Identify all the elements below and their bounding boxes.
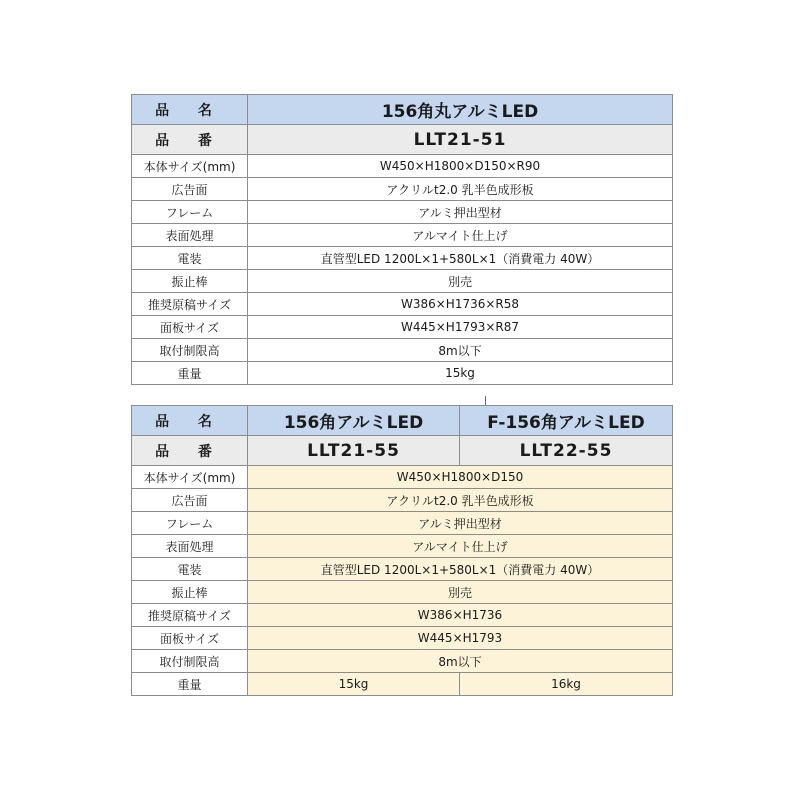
spec-value: 15kg [248, 673, 460, 696]
spec-label: 表面処理 [132, 224, 248, 247]
spec-label: 推奨原稿サイズ [132, 293, 248, 316]
spec-row-surface [132, 224, 673, 247]
model-number: LLT22-55 [460, 436, 673, 466]
spec-value: W386×H1736×R58 [248, 293, 673, 316]
product-name-label: 品 名 [132, 95, 248, 125]
spec-label: 広告面 [132, 489, 248, 512]
spec-value: 15kg [248, 362, 673, 385]
spec-value: W445×H1793 [248, 627, 673, 650]
spec-label: 推奨原稿サイズ [132, 604, 248, 627]
spec-value: W386×H1736 [248, 604, 673, 627]
model-number-label: 品 番 [132, 125, 248, 155]
spec-value: 別売 [248, 270, 673, 293]
spec-row-surface [132, 535, 673, 558]
spec-label: 面板サイズ [132, 627, 248, 650]
spec-row-artwork-size [132, 293, 673, 316]
spec-value: アルミ押出型材 [248, 512, 673, 535]
model-number: LLT21-55 [248, 436, 460, 466]
spec-value: アルマイト仕上げ [248, 535, 673, 558]
spec-label: 電装 [132, 247, 248, 270]
spec-label: フレーム [132, 201, 248, 224]
model-number: LLT21-51 [248, 125, 673, 155]
spec-row-electrical [132, 247, 673, 270]
spec-row-panel-size [132, 627, 673, 650]
spec-value: 別売 [248, 581, 673, 604]
spec-value: W450×H1800×D150 [248, 466, 673, 489]
spec-value: W450×H1800×D150×R90 [248, 155, 673, 178]
spec-label: 面板サイズ [132, 316, 248, 339]
spec-label: 重量 [132, 362, 248, 385]
product-name: 156角丸アルミLED [248, 95, 673, 125]
spec-row-body-size [132, 155, 673, 178]
spec-table-llt21-55-llt22-55 [131, 405, 673, 696]
model-number-row [132, 436, 673, 466]
spec-label: 電装 [132, 558, 248, 581]
model-number-row [132, 125, 673, 155]
spec-value: アクリルt2.0 乳半色成形板 [248, 489, 673, 512]
spec-label: 表面処理 [132, 535, 248, 558]
spec-label: 本体サイズ(mm) [132, 155, 248, 178]
spec-row-body-size [132, 466, 673, 489]
product-name-row [132, 406, 673, 436]
model-number-label: 品 番 [132, 436, 248, 466]
spec-value: 直管型LED 1200L×1+580L×1（消費電力 40W） [248, 247, 673, 270]
spec-label: 取付制限高 [132, 339, 248, 362]
spec-row-anti-sway-bar [132, 581, 673, 604]
spec-row-weight [132, 673, 673, 696]
spec-label: 取付制限高 [132, 650, 248, 673]
product-name-label: 品 名 [132, 406, 248, 436]
spec-label: 本体サイズ(mm) [132, 466, 248, 489]
spec-value: 直管型LED 1200L×1+580L×1（消費電力 40W） [248, 558, 673, 581]
spec-value: 8m以下 [248, 650, 673, 673]
product-name-row [132, 95, 673, 125]
spec-label: 振止棒 [132, 581, 248, 604]
spec-value: アクリルt2.0 乳半色成形板 [248, 178, 673, 201]
spec-row-electrical [132, 558, 673, 581]
spec-label: フレーム [132, 512, 248, 535]
spec-row-weight [132, 362, 673, 385]
spec-label: 広告面 [132, 178, 248, 201]
spec-value: 8m以下 [248, 339, 673, 362]
product-name: F-156角アルミLED [460, 406, 673, 436]
spec-row-anti-sway-bar [132, 270, 673, 293]
spec-row-artwork-size [132, 604, 673, 627]
spec-value: 16kg [460, 673, 673, 696]
spec-row-ad-face [132, 178, 673, 201]
spec-row-mount-height [132, 339, 673, 362]
spec-value: アルミ押出型材 [248, 201, 673, 224]
spec-table-llt21-51 [131, 94, 673, 385]
spec-row-frame [132, 201, 673, 224]
spec-row-mount-height [132, 650, 673, 673]
spec-label: 振止棒 [132, 270, 248, 293]
spec-label: 重量 [132, 673, 248, 696]
spec-row-panel-size [132, 316, 673, 339]
spec-row-frame [132, 512, 673, 535]
spec-value: アルマイト仕上げ [248, 224, 673, 247]
spec-row-ad-face [132, 489, 673, 512]
spec-value: W445×H1793×R87 [248, 316, 673, 339]
product-name: 156角アルミLED [248, 406, 460, 436]
